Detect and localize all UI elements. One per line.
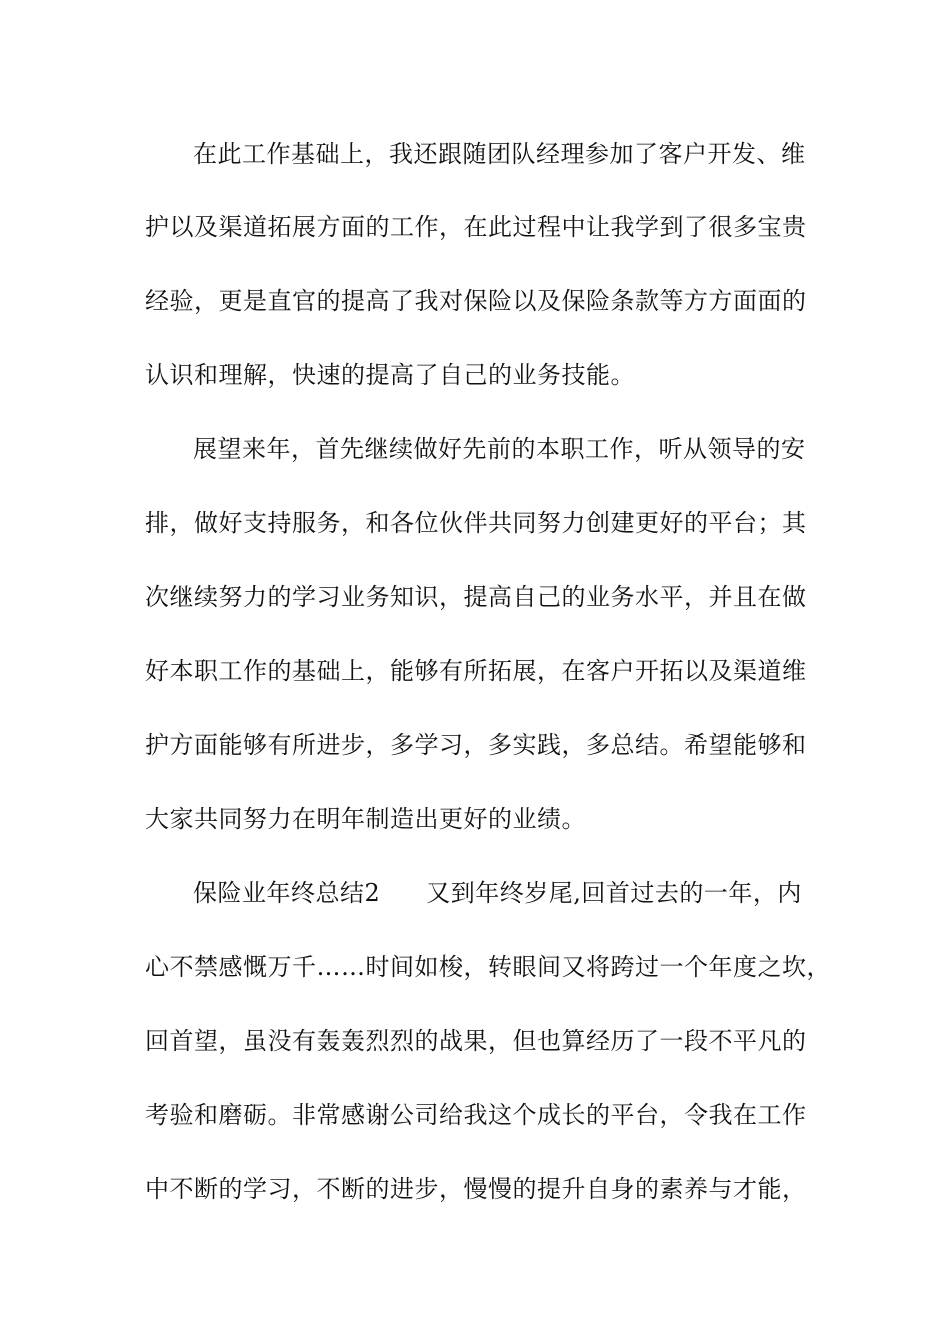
paragraph-2-line-3: 次继续努力的学习业务知识，提高自己的业务水平，并且在做 xyxy=(145,583,807,611)
paragraph-3-line-5: 中不断的学习，不断的进步，慢慢的提升自身的素养与才能， xyxy=(145,1175,807,1203)
paragraph-3-line-4: 考验和磨砺。非常感谢公司给我这个成长的平台，令我在工作 xyxy=(145,1101,807,1129)
paragraph-3-line-2: 心不禁感慨万千……时间如梭，转眼间又将跨过一个年度之坎， xyxy=(145,953,831,981)
paragraph-1-line-4: 认识和理解，快速的提高了自己的业务技能。 xyxy=(145,361,635,389)
paragraph-1-line-2: 护以及渠道拓展方面的工作，在此过程中让我学到了很多宝贵 xyxy=(145,213,807,241)
section-heading: 保险业年终总结2 xyxy=(193,879,381,907)
paragraph-2-line-1: 展望来年，首先继续做好先前的本职工作，听从领导的安 xyxy=(193,435,806,463)
paragraph-2-line-5: 护方面能够有所进步，多学习，多实践，多总结。希望能够和 xyxy=(145,731,807,759)
paragraph-2-line-6: 大家共同努力在明年制造出更好的业绩。 xyxy=(145,805,586,833)
paragraph-2-line-4: 好本职工作的基础上，能够有所拓展，在客户开拓以及渠道维 xyxy=(145,657,807,685)
paragraph-3-line-1-text: 又到年终岁尾,回首过去的一年，内 xyxy=(426,879,802,907)
paragraph-2-line-2: 排，做好支持服务，和各位伙伴共同努力创建更好的平台；其 xyxy=(145,509,807,537)
paragraph-1-line-3: 经验，更是直官的提高了我对保险以及保险条款等方方面面的 xyxy=(145,287,807,315)
paragraph-1-line-1: 在此工作基础上，我还跟随团队经理参加了客户开发、维 xyxy=(193,140,806,168)
paragraph-3-line-1 xyxy=(193,873,873,913)
paragraph-3-line-3: 回首望，虽没有轰轰烈烈的战果，但也算经历了一段不平凡的 xyxy=(145,1027,807,1055)
